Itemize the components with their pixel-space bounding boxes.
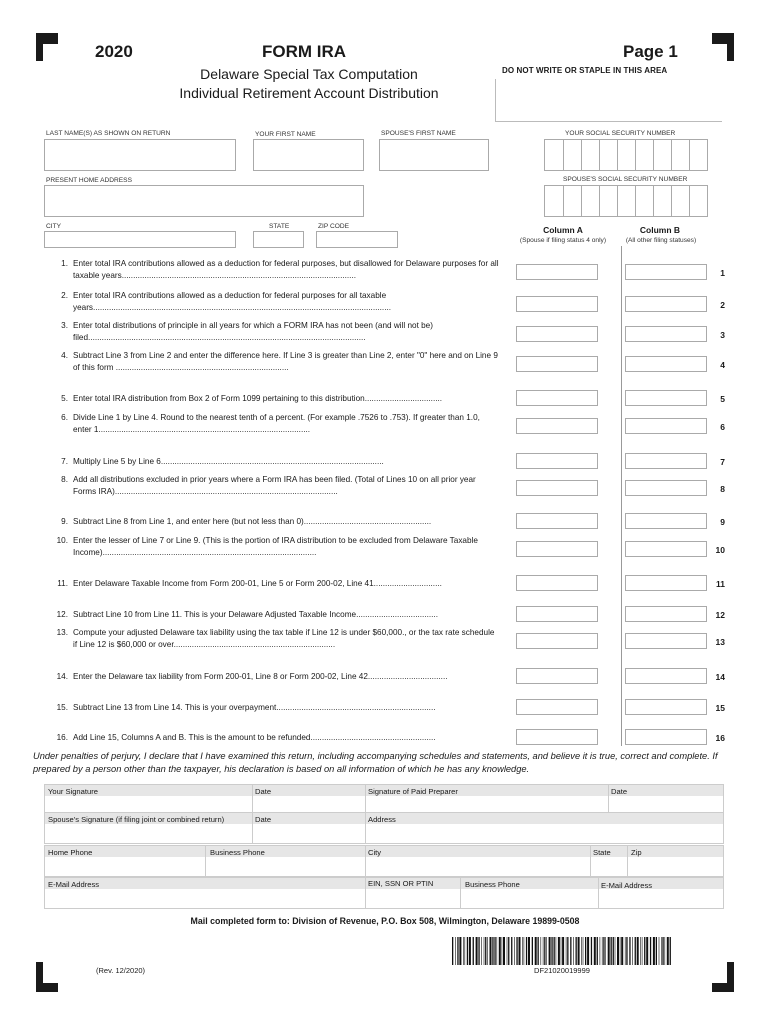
barcode-bar — [573, 937, 574, 965]
barcode-bar — [452, 937, 453, 965]
barcode-bar — [549, 937, 551, 965]
line-13 — [54, 627, 499, 651]
barcode-bar — [626, 937, 627, 965]
home-address-label: PRESENT HOME ADDRESS — [46, 177, 132, 184]
tax-year: 2020 — [95, 42, 133, 61]
spouse-ssn-label: SPOUSE'S SOCIAL SECURITY NUMBER — [563, 176, 688, 183]
line-7-column-a-input[interactable] — [516, 453, 598, 469]
barcode-bar — [583, 937, 584, 965]
line-text: Enter the lesser of Line 7 or Line 9. (This is the portion of IRA distribution to be excluded from Delaware Taxable Income).............................................................................................. — [73, 536, 478, 557]
first-name-field[interactable] — [253, 139, 364, 171]
first-name-label: YOUR FIRST NAME — [255, 131, 316, 138]
line-15 — [54, 702, 499, 714]
line-11-column-b-input[interactable] — [625, 575, 707, 591]
barcode-bar — [602, 937, 603, 965]
barcode-bar — [613, 937, 614, 965]
barcode — [452, 937, 672, 965]
line-5 — [54, 393, 499, 405]
barcode-bar — [499, 937, 501, 965]
barcode-bar — [594, 937, 596, 965]
line-11-label: 11 — [716, 579, 725, 589]
date-label-1: Date — [255, 787, 272, 796]
line-10-column-a-input[interactable] — [516, 541, 598, 557]
business-phone-label-2: Business Phone — [465, 880, 520, 889]
line-9-column-b-input[interactable] — [625, 513, 707, 529]
barcode-bar — [543, 937, 544, 965]
preparer-signature-label: Signature of Paid Preparer — [368, 787, 458, 796]
barcode-bar — [522, 937, 523, 965]
line-8 — [54, 474, 499, 498]
line-7-label: 7 — [720, 457, 725, 467]
line-text: Divide Line 1 by Line 4. Round to the nearest tenth of a percent. (For example .7526 to .753). If greater than 1.0, enter 1............................................................................................. — [73, 413, 480, 434]
line-5-column-a-input[interactable] — [516, 390, 598, 406]
barcode-bar — [635, 937, 636, 965]
form-subtitle-1: Delaware Special Tax Computation — [200, 66, 418, 82]
barcode-bar — [459, 937, 461, 965]
line-14-column-b-input[interactable] — [625, 668, 707, 684]
column-a-title: Column A — [543, 225, 583, 235]
barcode-bar — [591, 937, 592, 965]
barcode-bar — [465, 937, 466, 965]
line-3-column-b-input[interactable] — [625, 326, 707, 342]
mailing-instructions: Mail completed form to: Division of Revenue, P.O. Box 508, Wilmington, Delaware 19899-0508 — [190, 916, 580, 926]
line-9-label: 9 — [720, 517, 725, 527]
line-number: 11. — [57, 579, 68, 588]
line-4-label: 4 — [720, 360, 725, 370]
line-15-label: 15 — [715, 703, 725, 713]
home-phone-label: Home Phone — [48, 848, 93, 857]
date-label-3: Date — [255, 815, 272, 824]
barcode-bar — [457, 937, 458, 965]
registration-mark-bottom-left-bar — [36, 983, 58, 992]
form-title: FORM IRA — [262, 42, 347, 61]
zip-field[interactable] — [316, 231, 398, 248]
barcode-bar — [467, 937, 468, 965]
line-12-column-a-input[interactable] — [516, 606, 598, 622]
line-number: 16. — [56, 733, 68, 742]
line-number: 3. — [61, 321, 68, 330]
barcode-bar — [485, 937, 486, 965]
line-number: 12. — [56, 610, 68, 619]
barcode-bar — [514, 937, 515, 965]
line-number: 10. — [56, 536, 68, 545]
line-12-column-b-input[interactable] — [625, 606, 707, 622]
barcode-bar — [566, 937, 567, 965]
barcode-bar — [455, 937, 456, 965]
line-13-label: 13 — [715, 637, 725, 647]
barcode-bar — [615, 937, 616, 965]
address-label: Address — [368, 815, 396, 824]
column-b-subtitle: (All other filing statuses) — [625, 237, 697, 244]
column-a-subtitle: (Spouse if filing status 4 only) — [519, 237, 607, 244]
page-number: Page 1 — [623, 42, 678, 61]
barcode-bar — [526, 937, 527, 965]
barcode-bar — [662, 937, 663, 965]
barcode-bar — [463, 937, 464, 965]
barcode-bar — [581, 937, 582, 965]
barcode-bar — [620, 937, 621, 965]
barcode-bar — [625, 937, 626, 965]
column-b-title: Column B — [639, 225, 681, 235]
line-text: Compute your adjusted Delaware tax liability using the tax table if Line 12 is under $60,000., or the tax rate schedule if Line 12 is $60,000 or over....................................................................... — [73, 628, 495, 649]
line-5-column-b-input[interactable] — [625, 390, 707, 406]
barcode-bar — [665, 937, 666, 965]
barcode-bar — [640, 937, 641, 965]
line-6-column-b-input[interactable] — [625, 418, 707, 434]
state-label: STATE — [269, 223, 290, 230]
barcode-bar — [507, 937, 508, 965]
line-10 — [54, 535, 499, 559]
line-4 — [54, 350, 499, 374]
barcode-bar — [578, 937, 580, 965]
barcode-bar — [544, 937, 545, 965]
line-16-column-b-input[interactable] — [625, 729, 707, 745]
spouse-first-name-field[interactable] — [379, 139, 489, 171]
line-4-column-b-input[interactable] — [625, 356, 707, 372]
barcode-bar — [546, 937, 547, 965]
barcode-bar — [642, 937, 643, 965]
line-text: Enter total IRA contributions allowed as a deduction for federal purposes for all taxable years................................................................................................................................... — [73, 291, 392, 312]
line-11 — [54, 578, 499, 590]
line-text: Subtract Line 8 from Line 1, and enter here (but not less than 0)........................................................ — [73, 517, 432, 526]
line-9 — [54, 516, 499, 528]
line-number: 14. — [56, 672, 68, 681]
barcode-bar — [502, 937, 503, 965]
barcode-bar — [617, 937, 619, 965]
do-not-write-notice: DO NOT WRITE OR STAPLE IN THIS AREA — [502, 66, 668, 75]
do-not-write-area — [495, 79, 722, 122]
spouse-signature-row — [44, 812, 724, 844]
line-2-label: 2 — [720, 300, 725, 310]
line-number: 1. — [61, 259, 68, 268]
line-number: 2. — [61, 291, 68, 300]
spouse-signature-label: Spouse's Signature (if filing joint or combined return) — [48, 815, 225, 824]
barcode-bar — [516, 937, 517, 965]
line-8-label: 8 — [720, 484, 725, 494]
barcode-bar — [538, 937, 539, 965]
registration-mark-top-right-bar — [712, 33, 734, 44]
barcode-bar — [600, 937, 601, 965]
registration-mark-top-left-bar — [36, 33, 58, 44]
line-6 — [54, 412, 499, 436]
barcode-bar — [558, 937, 560, 965]
zip-sign-label: Zip — [631, 848, 642, 857]
line-6-column-a-input[interactable] — [516, 418, 598, 434]
barcode-bar — [478, 937, 479, 965]
line-2-column-b-input[interactable] — [625, 296, 707, 312]
line-11-column-a-input[interactable] — [516, 575, 598, 591]
barcode-bar — [570, 937, 571, 965]
signature-row — [44, 784, 724, 814]
line-8-column-b-input[interactable] — [625, 480, 707, 496]
barcode-bar — [532, 937, 533, 965]
barcode-bar — [587, 937, 589, 965]
line-10-label: 10 — [715, 545, 725, 555]
email-label-2: E-Mail Address — [601, 881, 653, 890]
barcode-bar — [562, 937, 564, 965]
barcode-bar — [535, 937, 537, 965]
city-label: CITY — [46, 223, 62, 230]
line-3-label: 3 — [720, 330, 725, 340]
line-number: 8. — [61, 475, 68, 484]
your-ssn-field[interactable] — [544, 139, 708, 171]
line-text: Subtract Line 10 from Line 11. This is your Delaware Adjusted Taxable Income.................................... — [73, 610, 438, 619]
zip-label: ZIP CODE — [318, 223, 350, 230]
barcode-bar — [484, 937, 485, 965]
last-name-field[interactable] — [44, 139, 236, 171]
line-14 — [54, 671, 499, 683]
form-subtitle-2: Individual Retirement Account Distribution — [179, 85, 439, 101]
line-4-column-a-input[interactable] — [516, 356, 598, 372]
line-text: Enter Delaware Taxable Income from Form 200-01, Line 5 or Form 200-02, Line 41.............................. — [73, 579, 442, 588]
barcode-bar — [469, 937, 471, 965]
barcode-bar — [597, 937, 598, 965]
barcode-bar — [476, 937, 478, 965]
line-16 — [54, 732, 499, 744]
spouse-ssn-field[interactable] — [544, 185, 708, 217]
line-7 — [54, 456, 499, 468]
line-10-column-b-input[interactable] — [625, 541, 707, 557]
barcode-bar — [656, 937, 657, 965]
line-16-column-a-input[interactable] — [516, 729, 598, 745]
barcode-bar — [611, 937, 612, 965]
barcode-bar — [576, 937, 577, 965]
line-text: Add all distributions excluded in prior years where a Form IRA has been filed. (Total of Lines 10 on all prior year Forms IRA).................................................................................................. — [73, 475, 476, 496]
column-divider — [621, 246, 622, 746]
barcode-bar — [519, 937, 521, 965]
barcode-bar — [650, 937, 651, 965]
state-sign-label: State — [593, 848, 611, 857]
your-ssn-label: YOUR SOCIAL SECURITY NUMBER — [565, 130, 676, 137]
barcode-bar — [644, 937, 645, 965]
line-2-column-a-input[interactable] — [516, 296, 598, 312]
barcode-bar — [494, 937, 495, 965]
barcode-bar — [497, 937, 498, 965]
line-12-label: 12 — [715, 610, 725, 620]
line-number: 13. — [56, 628, 68, 637]
barcode-bar — [481, 937, 482, 965]
barcode-bar — [585, 937, 586, 965]
barcode-bar — [608, 937, 610, 965]
line-14-column-a-input[interactable] — [516, 668, 598, 684]
line-text: Enter total distributions of principle in all years for which a FORM IRA has not been (and will not be) filed.......................................................................................................................... — [73, 321, 433, 342]
line-number: 15. — [56, 703, 68, 712]
business-phone-label: Business Phone — [210, 848, 265, 857]
line-text: Multiply Line 5 by Line 6.................................................................................................. — [73, 457, 384, 466]
barcode-bar — [511, 937, 512, 965]
line-15-column-a-input[interactable] — [516, 699, 598, 715]
spouse-first-name-label: SPOUSE'S FIRST NAME — [381, 130, 456, 137]
barcode-bar — [541, 937, 542, 965]
line-3-column-a-input[interactable] — [516, 326, 598, 342]
perjury-statement: Under penalties of perjury, I declare that I have examined this return, including accompanying schedules and statements, and believe it is true, correct and complete. If prepared by a person other than the taxpayer, his declaration is based on all information of which he has any knowledge. — [33, 751, 718, 774]
line-14-label: 14 — [715, 672, 725, 682]
line-3 — [54, 320, 499, 344]
barcode-bar — [670, 937, 671, 965]
line-text: Enter total IRA distribution from Box 2 of Form 1099 pertaining to this distribution.................................. — [73, 394, 443, 403]
line-2 — [54, 290, 499, 314]
barcode-bar — [629, 937, 630, 965]
line-1-column-b-input[interactable] — [625, 264, 707, 280]
line-1-label: 1 — [720, 268, 725, 278]
line-16-label: 16 — [715, 733, 725, 743]
barcode-bar — [551, 937, 552, 965]
line-7-column-b-input[interactable] — [625, 453, 707, 469]
line-9-column-a-input[interactable] — [516, 513, 598, 529]
line-text: Add Line 15, Columns A and B. This is the amount to be refunded....................................................... — [73, 733, 436, 742]
barcode-bar — [492, 937, 493, 965]
line-text: Enter total IRA contributions allowed as a deduction for federal purposes, but disallowed for Delaware purposes for all taxable years....................................................................................................... — [73, 259, 499, 280]
home-address-field[interactable] — [44, 185, 364, 217]
registration-mark-bottom-right-bar — [712, 983, 734, 992]
your-signature-label: Your Signature — [48, 787, 98, 796]
line-text: Subtract Line 3 from Line 2 and enter the difference here. If Line 3 is greater than Line 2, enter "0" here and on Line 9 of this form ............................................................................ — [73, 351, 498, 372]
phone-row — [44, 845, 724, 877]
line-number: 6. — [61, 413, 68, 422]
barcode-bar — [603, 937, 604, 965]
barcode-bar — [659, 937, 660, 965]
date-label-2: Date — [611, 787, 628, 796]
city-sign-label: City — [368, 848, 382, 857]
barcode-bar — [567, 937, 568, 965]
line-15-column-b-input[interactable] — [625, 699, 707, 715]
barcode-bar — [487, 937, 488, 965]
line-number: 4. — [61, 351, 68, 360]
line-13-column-a-input[interactable] — [516, 633, 598, 649]
email-label: E-Mail Address — [48, 880, 100, 889]
line-6-label: 6 — [720, 422, 725, 432]
barcode-bar — [490, 937, 492, 965]
line-8-column-a-input[interactable] — [516, 480, 598, 496]
barcode-bar — [632, 937, 633, 965]
email-row — [44, 877, 724, 909]
barcode-bar — [667, 937, 669, 965]
barcode-bar — [621, 937, 623, 965]
barcode-bar — [554, 937, 555, 965]
barcode-bar — [605, 937, 606, 965]
barcode-bar — [556, 937, 557, 965]
line-1 — [54, 258, 499, 282]
barcode-bar — [524, 937, 525, 965]
line-text: Subtract Line 13 from Line 14. This is your overpayment...................................................................... — [73, 703, 436, 712]
line-13-column-b-input[interactable] — [625, 633, 707, 649]
barcode-bar — [508, 937, 509, 965]
line-1-column-a-input[interactable] — [516, 264, 598, 280]
last-name-label: LAST NAME(S) AS SHOWN ON RETURN — [46, 130, 171, 137]
ein-label: EIN, SSN OR PTIN — [368, 879, 434, 888]
state-field[interactable] — [253, 231, 304, 248]
line-text: Enter the Delaware tax liability from Form 200-01, Line 8 or Form 200-02, Line 42................................... — [73, 672, 448, 681]
line-5-label: 5 — [720, 394, 725, 404]
barcode-number: DF21020019999 — [534, 966, 590, 975]
city-field[interactable] — [44, 231, 236, 248]
barcode-bar — [503, 937, 505, 965]
barcode-bar — [653, 937, 655, 965]
barcode-bar — [561, 937, 562, 965]
barcode-bar — [646, 937, 648, 965]
line-12 — [54, 609, 499, 621]
barcode-bar — [473, 937, 474, 965]
line-number: 5. — [61, 394, 68, 403]
line-number: 7. — [61, 457, 68, 466]
line-number: 9. — [61, 517, 68, 526]
revision-date: (Rev. 12/2020) — [96, 966, 146, 975]
barcode-bar — [637, 937, 639, 965]
barcode-bar — [528, 937, 530, 965]
barcode-bar — [661, 937, 662, 965]
